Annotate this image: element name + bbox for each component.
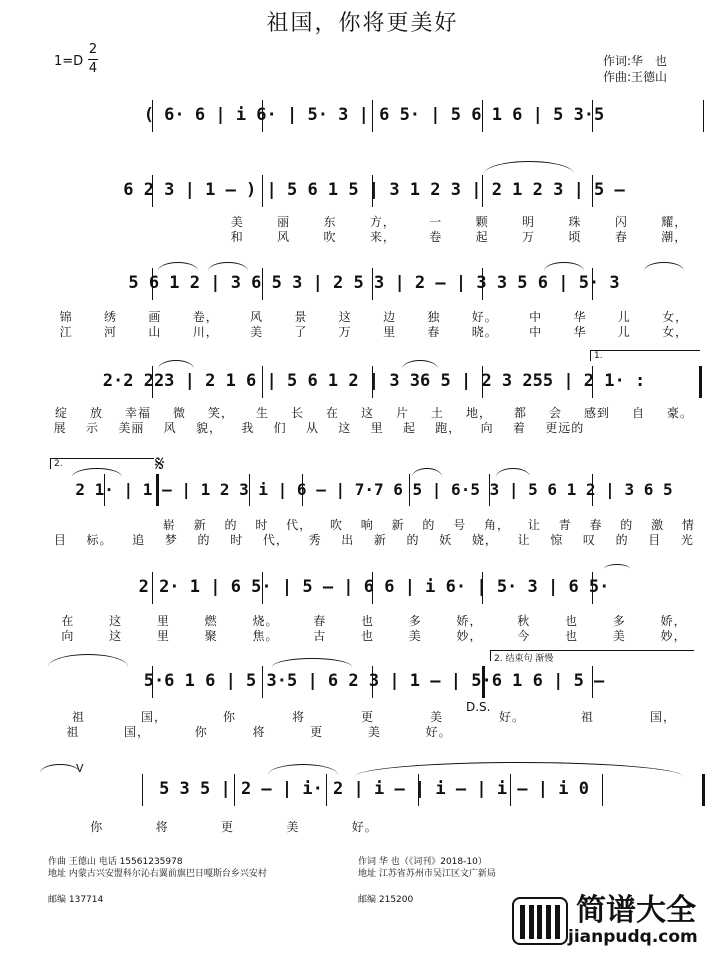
barline — [592, 474, 593, 506]
lyric: 万 — [522, 230, 536, 244]
barline — [592, 666, 593, 698]
lyric: 祖 — [66, 725, 80, 739]
lyric: 幸福 — [124, 406, 151, 420]
staff-row-1 — [44, 100, 704, 130]
barline — [372, 572, 373, 604]
footer-right — [358, 856, 496, 906]
lyric: 潮， — [661, 230, 688, 244]
lyric-line-verse-2 — [44, 325, 704, 340]
lyric: 出 — [341, 533, 355, 547]
lyrics-row-3 — [44, 310, 704, 340]
lyric: 吹 — [329, 518, 343, 532]
slur — [158, 360, 194, 369]
lyric: 展 — [53, 421, 67, 435]
lyrics-row-8 — [44, 820, 704, 835]
notes: 2·2 223 | 2 1 6 | 5 6 1 2 | 3 36 5 | 2 3 255 | 2 1· : — [102, 371, 646, 391]
lyric: 激 — [651, 518, 665, 532]
site-logo — [512, 895, 698, 947]
barline — [482, 666, 485, 698]
lyric: 美 — [230, 215, 244, 229]
barline — [418, 774, 419, 806]
barline — [482, 572, 483, 604]
barline — [152, 175, 153, 207]
lyric: 代， — [286, 518, 313, 532]
lyric: 绽 — [54, 406, 68, 420]
lyric: 号 — [453, 518, 467, 532]
barline — [592, 366, 593, 398]
lyric: 焦。 — [252, 629, 279, 643]
logo-text: 简谱大全 — [576, 893, 696, 928]
notes: 5·6 1 6 | 5 3·5 | 6 2 3 | 1 – | 5·6 1 6 | 5 – — [143, 671, 605, 691]
lyric: 了 — [294, 325, 308, 339]
lyric-line-verse-2 — [44, 421, 704, 436]
barline — [152, 366, 153, 398]
lyricist-contact: 作词 华 也（《词刊》2018-10） — [358, 857, 487, 867]
logo-url: jianpudq.com — [568, 927, 698, 947]
lyric: 片 — [395, 406, 409, 420]
lyric: 绣 — [104, 310, 118, 324]
lyric: 妖 — [439, 533, 453, 547]
barline — [409, 474, 410, 506]
slur — [644, 262, 684, 271]
lyric: 川， — [192, 325, 219, 339]
lyric: 风 — [163, 421, 177, 435]
slur — [48, 654, 128, 667]
lyric: 娇， — [456, 614, 483, 628]
lyric: 更 — [220, 820, 234, 834]
lyric: 古 — [313, 629, 327, 643]
page-title: 祖国，你将更美好 — [266, 11, 459, 36]
lyric: 角， — [484, 518, 511, 532]
barline — [234, 774, 235, 806]
lyric: 从 — [305, 421, 319, 435]
staff-row-5 — [44, 474, 704, 504]
barline — [489, 474, 490, 506]
lyric: 的 — [406, 533, 420, 547]
barline — [592, 100, 593, 132]
notes: 5 3 5 | 2 – | i· 2 | i – | i – | i – | i 0 — [159, 779, 589, 799]
barline — [592, 175, 593, 207]
lyric: 闪 — [614, 215, 628, 229]
lyric: 在 — [61, 614, 75, 628]
barline — [262, 268, 263, 300]
lyric: 会 — [548, 406, 562, 420]
notes: 2 1· | 1 – | 1 2 3 i | 6 – | 7·7 6 5 | 6·5 3 | 5 6 1 2 | 3 6 5 — [75, 479, 673, 499]
lyric: 时 — [230, 533, 244, 547]
lyric: 聚 — [204, 629, 218, 643]
lyric: 追 — [132, 533, 146, 547]
lyric: 美 — [408, 629, 422, 643]
lyric: 惊 — [550, 533, 564, 547]
lyric: 在 — [325, 406, 339, 420]
lyric: 你 — [194, 725, 208, 739]
dal-segno: D.S. — [466, 700, 491, 714]
slur — [402, 360, 438, 369]
barline — [372, 100, 373, 132]
lyric: 颗 — [475, 215, 489, 229]
composer: 作曲:王德山 — [603, 70, 668, 84]
barline — [703, 100, 704, 132]
lyric: 更 — [360, 710, 374, 724]
staff-row-8 — [44, 774, 704, 804]
slur — [208, 262, 248, 271]
final-barline — [702, 774, 705, 806]
lyric: 新 — [193, 518, 207, 532]
lyric: 春 — [589, 518, 603, 532]
lyric: 好。 — [498, 710, 525, 724]
volta-2-ending: 2. 结束句 渐慢 — [490, 650, 694, 661]
lyric: 响 — [360, 518, 374, 532]
barline — [372, 175, 373, 207]
slur — [544, 262, 584, 271]
composer-address: 地址 内蒙古兴安盟科尔沁右翼前旗巴日嘎斯台乡兴安村 — [48, 869, 267, 879]
lyric: 妙， — [660, 629, 687, 643]
lyrics-row-2 — [44, 215, 704, 245]
time-top: 2 — [88, 42, 98, 57]
lyric: 你 — [222, 710, 236, 724]
lyric: 祖 — [71, 710, 85, 724]
lyric: 丽 — [277, 215, 291, 229]
lyric-line — [44, 820, 704, 835]
barline — [152, 100, 153, 132]
lyric-line-verse-1 — [44, 710, 704, 725]
lyric: 让 — [517, 533, 531, 547]
lyric: 山 — [148, 325, 162, 339]
lyric: 们 — [273, 421, 287, 435]
lyric: 娇， — [660, 614, 687, 628]
composer-postcode: 邮编 137714 — [48, 895, 104, 905]
time-bottom: 4 — [88, 61, 98, 76]
lyric: 也 — [360, 629, 374, 643]
lyric: 这 — [338, 421, 352, 435]
lyrics-row-5 — [44, 518, 704, 548]
lyric: 里 — [383, 325, 397, 339]
volta-1: 1. — [590, 350, 700, 361]
notes: 2 2· 1 | 6 5· | 5 – | 6 6 | i 6· | 5· 3 | 6 5· — [138, 577, 610, 597]
lyric: 锦 — [59, 310, 73, 324]
lyric: 情 — [681, 518, 695, 532]
barline — [592, 572, 593, 604]
staff-row-2 — [44, 175, 704, 205]
lyric: 自 — [631, 406, 645, 420]
notes: 5 6 1 2 | 3 6 5 3 | 2 5 3 | 2 – | 3 3 5 6 | 5· 3 — [128, 273, 620, 293]
lyric: 顷 — [568, 230, 582, 244]
barline — [510, 774, 511, 806]
lyric: 生 — [255, 406, 269, 420]
lyric: 美 — [250, 325, 264, 339]
lyric: 光 — [680, 533, 694, 547]
lyric: 今 — [517, 629, 531, 643]
lyric: 更 — [310, 725, 324, 739]
barline — [482, 175, 483, 207]
lyric: 国， — [124, 725, 151, 739]
lyric: 将 — [252, 725, 266, 739]
lyric: 晓。 — [471, 325, 498, 339]
lyric: 秀 — [308, 533, 322, 547]
lyric: 画 — [148, 310, 162, 324]
lyric-line-verse-1 — [44, 310, 704, 325]
barline — [262, 100, 263, 132]
composer-contact: 作曲 王德山 电话 15561235978 — [48, 857, 183, 867]
lyric: 万 — [338, 325, 352, 339]
lyric: 女， — [662, 325, 689, 339]
lyric-line-verse-1 — [44, 215, 704, 230]
lyric: 中 — [529, 325, 543, 339]
lyric: 的 — [422, 518, 436, 532]
lyric: 貌， — [195, 421, 222, 435]
lyric: 让 — [527, 518, 541, 532]
lyric: 笑， — [207, 406, 234, 420]
piano-keys-icon — [512, 897, 568, 945]
lyric: 放 — [89, 406, 103, 420]
lyric: 将 — [291, 710, 305, 724]
staff-row-3 — [44, 268, 704, 298]
lyric-line-verse-2 — [44, 629, 704, 644]
lyric: 多 — [612, 614, 626, 628]
lyric: 长 — [290, 406, 304, 420]
lyric: 感到 — [583, 406, 610, 420]
lyric: 微 — [172, 406, 186, 420]
barline — [152, 268, 153, 300]
lyric: 里 — [156, 629, 170, 643]
slur — [272, 658, 352, 667]
lyric: 目 — [648, 533, 662, 547]
staff-row-6 — [44, 572, 704, 602]
lyric: 边 — [383, 310, 397, 324]
lyric: 里 — [370, 421, 384, 435]
lyric: 美丽 — [118, 421, 145, 435]
lyric: 着 — [512, 421, 526, 435]
lyric: 示 — [85, 421, 99, 435]
breath-mark: V — [76, 762, 84, 775]
lyric: 新 — [391, 518, 405, 532]
lyric: 美 — [429, 710, 443, 724]
lyric: 更远的 — [545, 421, 585, 435]
lyric: 中 — [529, 310, 543, 324]
lyric: 我 — [241, 421, 255, 435]
lyric: 标。 — [86, 533, 113, 547]
barline — [152, 666, 153, 698]
lyric: 土 — [430, 406, 444, 420]
barline — [262, 666, 263, 698]
lyric: 女， — [662, 310, 689, 324]
lyric: 华 — [573, 310, 587, 324]
lyric: 向 — [61, 629, 75, 643]
lyric: 娆， — [471, 533, 498, 547]
lyric-line-verse-2 — [44, 533, 704, 548]
lyric-line-verse-1 — [44, 614, 704, 629]
tie — [40, 764, 80, 773]
lyric: 吹 — [323, 230, 337, 244]
slur — [484, 161, 574, 174]
lyric: 国， — [649, 710, 676, 724]
tie — [354, 762, 684, 777]
lyric: 目 — [53, 533, 67, 547]
staff-row-4 — [44, 366, 704, 396]
lyric: 多 — [408, 614, 422, 628]
lyric: 明 — [522, 215, 536, 229]
lyric: 美 — [286, 820, 300, 834]
barline — [482, 268, 483, 300]
lyric: 华 — [573, 325, 587, 339]
lyric: 这 — [109, 629, 123, 643]
lyric: 耀， — [661, 215, 688, 229]
key-signature: 1=D — [54, 54, 84, 69]
lyric: 独 — [427, 310, 441, 324]
lyric: 都 — [513, 406, 527, 420]
lyric: 代， — [262, 533, 289, 547]
lyric: 秋 — [517, 614, 531, 628]
lyric: 春 — [313, 614, 327, 628]
lyric-line-verse-2 — [44, 725, 704, 740]
lyric: 时 — [255, 518, 269, 532]
lyric: 也 — [565, 629, 579, 643]
barline — [152, 572, 153, 604]
barline — [142, 774, 143, 806]
lyric: 跑， — [435, 421, 462, 435]
staff-row-7 — [44, 666, 704, 696]
lyric: 起 — [402, 421, 416, 435]
slur — [158, 262, 198, 271]
lyric: 东 — [323, 215, 337, 229]
lyric: 也 — [565, 614, 579, 628]
barline — [482, 366, 483, 398]
lyric: 燃 — [204, 614, 218, 628]
lyric: 方， — [369, 215, 396, 229]
lyricist-address: 地址 江苏省苏州市吴江区文广新局 — [358, 869, 496, 879]
trill-icon — [604, 564, 630, 569]
lyric: 儿 — [617, 310, 631, 324]
lyric: 卷， — [192, 310, 219, 324]
lyric: 来， — [369, 230, 396, 244]
barline — [249, 474, 250, 506]
lyric: 向 — [480, 421, 494, 435]
barline — [602, 774, 603, 806]
lyric: 美 — [367, 725, 381, 739]
time-bar — [88, 59, 98, 60]
lyric: 新 — [373, 533, 387, 547]
lyric: 好。 — [471, 310, 498, 324]
lyric-line-verse-1 — [44, 518, 704, 533]
lyric: 妙， — [456, 629, 483, 643]
barline — [592, 268, 593, 300]
slur — [268, 764, 338, 775]
time-signature — [88, 42, 98, 77]
lyric: 叹 — [582, 533, 596, 547]
lyric: 儿 — [617, 325, 631, 339]
barline — [262, 366, 263, 398]
repeat-barline — [699, 366, 702, 398]
lyric: 卷 — [429, 230, 443, 244]
barline — [326, 774, 327, 806]
lyric: 梦 — [164, 533, 178, 547]
barline — [104, 474, 105, 506]
lyric: 烧。 — [252, 614, 279, 628]
barline — [262, 175, 263, 207]
lyrics-row-6 — [44, 614, 704, 644]
lyric: 春 — [427, 325, 441, 339]
lyric: 这 — [360, 406, 374, 420]
slur — [412, 468, 442, 477]
lyric: 起 — [475, 230, 489, 244]
lyric: 景 — [294, 310, 308, 324]
lyric: 将 — [155, 820, 169, 834]
lyric: 江 — [59, 325, 73, 339]
lyric: 祖 — [580, 710, 594, 724]
lyric: 河 — [104, 325, 118, 339]
lyric-line-verse-1 — [44, 406, 704, 421]
lyric: 的 — [615, 533, 629, 547]
lyric: 里 — [156, 614, 170, 628]
barline — [372, 268, 373, 300]
lyric: 一 — [429, 215, 443, 229]
lyric: 崭 — [162, 518, 176, 532]
lyricist: 作词:华 也 — [603, 54, 668, 68]
lyric: 青 — [558, 518, 572, 532]
lyric: 好。 — [351, 820, 378, 834]
barline — [482, 100, 483, 132]
slur — [496, 468, 530, 477]
lyric: 的 — [224, 518, 238, 532]
lyricist-postcode: 邮编 215200 — [358, 895, 414, 905]
lyric: 好。 — [425, 725, 452, 739]
barline — [372, 666, 373, 698]
lyric: 这 — [109, 614, 123, 628]
lyric: 春 — [614, 230, 628, 244]
barline — [302, 474, 303, 506]
lyric: 美 — [612, 629, 626, 643]
lyrics-row-7 — [44, 710, 704, 740]
tie — [72, 468, 122, 477]
lyric: 豪。 — [666, 406, 693, 420]
lyric: 风 — [277, 230, 291, 244]
lyric: 和 — [230, 230, 244, 244]
lyric: 地， — [465, 406, 492, 420]
lyric: 的 — [197, 533, 211, 547]
notes: 6 2 3 | 1 – ) | 5 6 1 5 | 3 1 2 3 | 2 1 2 3 | 5 – — [123, 180, 625, 200]
lyric: 珠 — [568, 215, 582, 229]
barline — [156, 474, 159, 506]
lyric: 的 — [620, 518, 634, 532]
lyric: 这 — [338, 310, 352, 324]
barline — [372, 366, 373, 398]
footer-left — [48, 856, 267, 906]
notes: ( 6· 6 | i 6· | 5· 3 | 6 5· | 5 6 1 6 | 5 3·5 — [143, 105, 605, 125]
lyric: 你 — [90, 820, 104, 834]
lyric: 国， — [140, 710, 167, 724]
segno-icon: 𝄋 — [155, 452, 165, 477]
lyric-line-verse-2 — [44, 230, 704, 245]
volta-2: 2. — [50, 458, 154, 469]
lyric: 风 — [250, 310, 264, 324]
lyric: 也 — [360, 614, 374, 628]
lyrics-row-4 — [44, 406, 704, 436]
barline — [262, 572, 263, 604]
